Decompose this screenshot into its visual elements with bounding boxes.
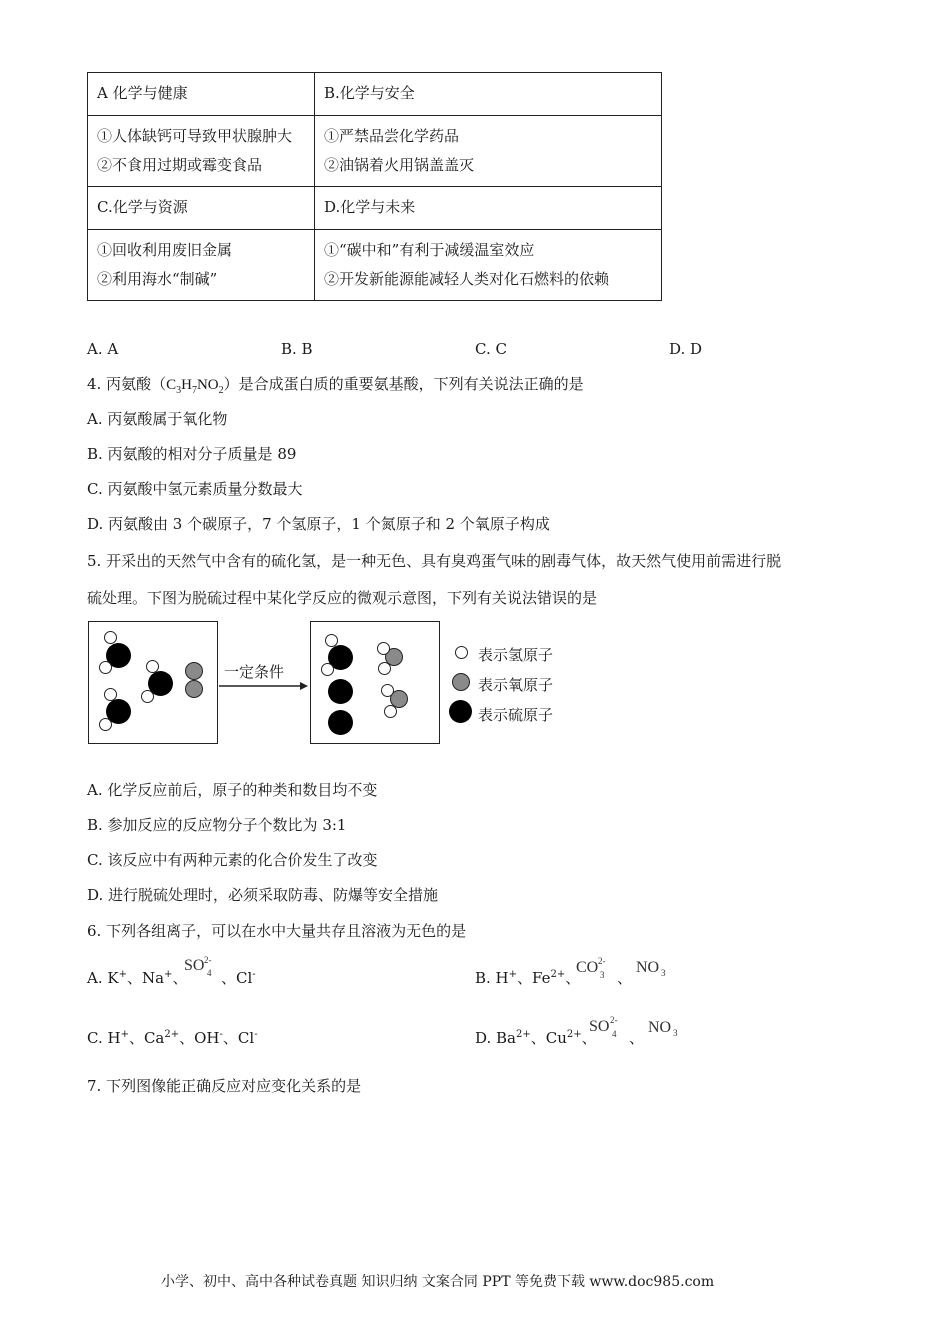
q5-option-c: C. 该反应中有两种元素的化合价发生了改变 bbox=[87, 851, 378, 869]
sulfur-atom bbox=[328, 679, 353, 704]
hydrogen-atom bbox=[321, 663, 334, 676]
table-line: ①回收利用废旧金属 bbox=[97, 241, 233, 259]
q4-option-b: B. 丙氨酸的相对分子质量是 89 bbox=[87, 445, 297, 463]
q3-option-b: B. B bbox=[281, 340, 313, 358]
table-cell-a-title: A 化学与健康 bbox=[88, 73, 315, 116]
q6-d-sep: 、 bbox=[629, 1029, 645, 1047]
products-box bbox=[310, 621, 440, 744]
q4-stem: 4. 丙氨酸$(C_3H_7NO_2)$是合成蛋白质的重要氨基酸，下列有关说法正确的是 bbox=[87, 375, 584, 396]
hydrogen-atom bbox=[104, 688, 117, 701]
q5-option-d: D. 进行脱硫处理时，必须采取防毒、防爆等安全措施 bbox=[87, 886, 439, 904]
q5-option-b: B. 参加反应的反应物分子个数比为 3:1 bbox=[87, 816, 347, 834]
hydrogen-atom bbox=[141, 690, 154, 703]
table-cell-c-title: C.化学与资源 bbox=[88, 187, 315, 230]
formula: $C_3H_7NO_2$ bbox=[166, 377, 224, 396]
page-footer: 小学、初中、高中各种试卷真题 知识归纳 文案合同 PPT 等免费下载 www.doc985.com bbox=[161, 1274, 715, 1290]
q6-d-sulfate-ion: SO 2- 4 bbox=[589, 1015, 618, 1039]
hydrogen-atom bbox=[377, 642, 390, 655]
comparison-table bbox=[87, 72, 662, 301]
oxygen-atom bbox=[185, 680, 203, 698]
hydrogen-atom bbox=[378, 662, 391, 675]
hydrogen-atom bbox=[104, 631, 117, 644]
table-cell-d-body bbox=[315, 230, 662, 301]
legend-hydrogen-label: 表示氢原子 bbox=[478, 646, 554, 664]
hydrogen-atom bbox=[99, 661, 112, 674]
q6-a-sulfate-ion: SO 2- 4 bbox=[184, 955, 212, 978]
table-line: ①“碳中和”有利于减缓温室效应 bbox=[324, 241, 535, 259]
q5-stem-line1: 5. 开采出的天然气中含有的硫化氢，是一种无色、具有臭鸡蛋气味的剧毒气体，故天然气使用前需进行脱 bbox=[87, 552, 782, 570]
table-cell-a-body bbox=[88, 116, 315, 187]
table-cell-d-title: D.化学与未来 bbox=[315, 187, 662, 230]
sulfur-atom bbox=[328, 710, 353, 735]
q6-b-sep: 、 bbox=[617, 969, 633, 987]
hydrogen-atom bbox=[325, 634, 338, 647]
q6-b-carbonate-ion: CO 2- 3 bbox=[576, 956, 606, 980]
legend-oxygen-icon bbox=[452, 673, 470, 691]
oxygen-atom bbox=[185, 662, 203, 680]
table-line: ②不食用过期或霉变食品 bbox=[97, 156, 263, 174]
hydrogen-atom bbox=[381, 684, 394, 697]
legend-hydrogen-icon bbox=[455, 646, 468, 659]
q5-option-a: A. 化学反应前后，原子的种类和数目均不变 bbox=[87, 781, 378, 799]
q4-option-a: A. 丙氨酸属于氧化物 bbox=[87, 410, 228, 428]
table-line: ②利用海水“制碱” bbox=[97, 270, 218, 288]
hydrogen-atom bbox=[146, 660, 159, 673]
table-line: ①严禁品尝化学药品 bbox=[324, 127, 460, 145]
q6-option-a: A. K+、Na+、 bbox=[87, 969, 188, 987]
q6-stem: 6. 下列各组离子，可以在水中大量共存且溶液为无色的是 bbox=[87, 922, 467, 940]
table-cell-c-body bbox=[88, 230, 315, 301]
hydrogen-atom bbox=[99, 718, 112, 731]
q5-stem-line2: 硫处理。下图为脱硫过程中某化学反应的微观示意图，下列有关说法错误的是 bbox=[87, 589, 598, 607]
q3-option-c: C. C bbox=[475, 340, 507, 358]
q3-option-a: A. A bbox=[87, 340, 119, 358]
table-line: ①人体缺钙可导致甲状腺肿大 bbox=[97, 127, 293, 145]
q6-option-d: D. $Ba^{2+}$、$Cu^{2+}$、 bbox=[475, 1029, 597, 1047]
q6-d-nitrate-ion: NO 3 bbox=[648, 1019, 678, 1038]
reaction-condition-label: 一定条件 bbox=[224, 663, 285, 681]
q3-option-d: D. D bbox=[669, 340, 703, 358]
table-cell-b-title: B.化学与安全 bbox=[315, 73, 662, 116]
q6-option-c: C. H+、$Ca^{2+}$、OH-、Cl- bbox=[87, 1029, 258, 1047]
legend-sulfur-label: 表示硫原子 bbox=[478, 706, 554, 724]
q4-option-d: D. 丙氨酸由 3 个碳原子，7 个氢原子，1 个氮原子和 2 个氧原子构成 bbox=[87, 515, 550, 533]
legend-sulfur-icon bbox=[449, 700, 472, 723]
reactants-box bbox=[88, 621, 218, 744]
reaction-arrow-icon bbox=[218, 680, 310, 692]
table-cell-b-body bbox=[315, 116, 662, 187]
q6-a-chloride: 、Cl- bbox=[221, 969, 256, 987]
legend-oxygen-label: 表示氧原子 bbox=[478, 676, 554, 694]
q4-option-c: C. 丙氨酸中氢元素质量分数最大 bbox=[87, 480, 303, 498]
q6-option-b: B. H+、$Fe^{2+}$、 bbox=[475, 969, 581, 987]
hydrogen-atom bbox=[384, 705, 397, 718]
table-line: ②油锅着火用锅盖盖灭 bbox=[324, 156, 475, 174]
table-line: ②开发新能源能减轻人类对化石燃料的依赖 bbox=[324, 270, 610, 288]
q6-b-nitrate-ion: NO 3 bbox=[636, 959, 666, 978]
q7-stem: 7. 下列图像能正确反应对应变化关系的是 bbox=[87, 1077, 362, 1095]
